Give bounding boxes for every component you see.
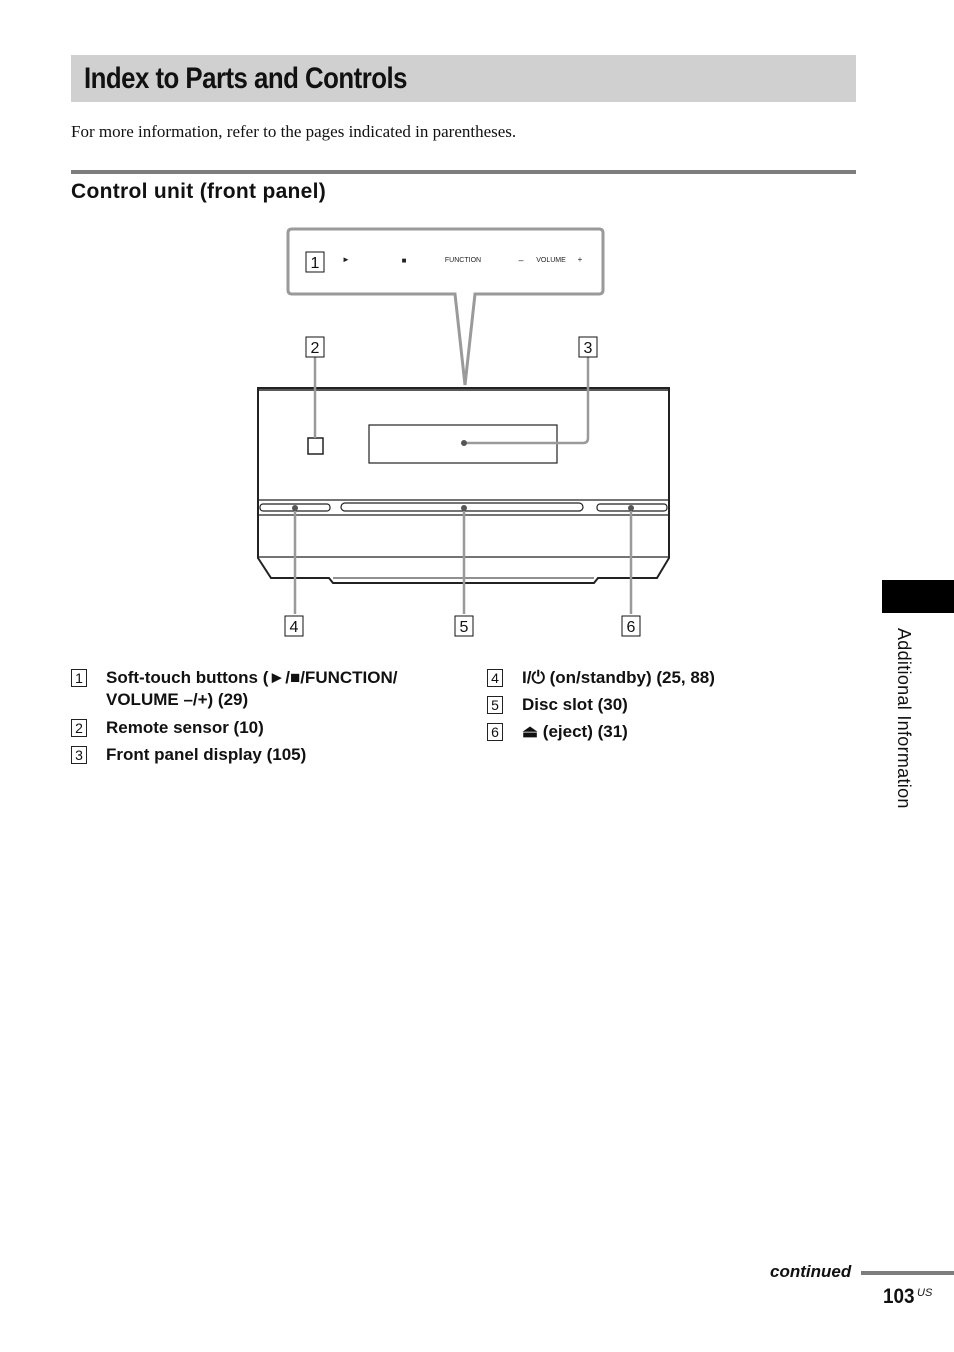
minus-label: – bbox=[518, 255, 524, 265]
soft-touch-callout-outline bbox=[288, 229, 603, 385]
stop-label: ■ bbox=[401, 256, 407, 265]
plus-label: + bbox=[577, 255, 583, 264]
legend-text-2: Remote sensor (10) bbox=[106, 718, 264, 737]
legend-number-1: 1 bbox=[71, 669, 87, 687]
callout-number-4: 4 bbox=[289, 619, 299, 636]
page-title: Index to Parts and Controls bbox=[84, 62, 407, 95]
leader-dot-4 bbox=[292, 505, 298, 511]
page-number: 103 bbox=[883, 1285, 915, 1308]
play-label: ► bbox=[342, 255, 350, 264]
callout-number-5: 5 bbox=[459, 619, 469, 636]
callout-number-1: 1 bbox=[310, 255, 320, 272]
leader-lines bbox=[295, 357, 631, 614]
volume-label: VOLUME bbox=[536, 257, 566, 264]
legend-text-5: Disc slot (30) bbox=[522, 695, 628, 714]
continued-rule bbox=[861, 1271, 954, 1275]
legend-text-4: I/⏻ (on/standby) (25, 88) bbox=[522, 668, 715, 687]
front-panel-diagram bbox=[0, 0, 954, 660]
leader-dot-6 bbox=[628, 505, 634, 511]
function-label: FUNCTION bbox=[444, 257, 482, 264]
leader-3 bbox=[464, 357, 588, 443]
legend-text-3: Front panel display (105) bbox=[106, 745, 307, 764]
leader-dot-5 bbox=[461, 505, 467, 511]
section-heading: Control unit (front panel) bbox=[71, 180, 327, 203]
continued-label: continued bbox=[770, 1262, 852, 1281]
legend-number-4: 4 bbox=[487, 669, 503, 687]
legend-text-1-cont: VOLUME –/+) (29) bbox=[106, 690, 249, 709]
callout-number-3: 3 bbox=[583, 340, 593, 357]
legend-number-3: 3 bbox=[71, 746, 87, 764]
side-section-label bbox=[893, 628, 915, 848]
leader-dot-3 bbox=[461, 440, 467, 446]
side-section-text: Additional Information bbox=[894, 628, 914, 809]
callout-number-6: 6 bbox=[626, 619, 636, 636]
legend-text-6: ⏏ (eject) (31) bbox=[522, 722, 628, 741]
legend-text-1: Soft-touch buttons (►/■/FUNCTION/ bbox=[106, 668, 398, 687]
page-number-suffix: US bbox=[917, 1287, 933, 1299]
legend-number-5: 5 bbox=[487, 696, 503, 714]
legend-number-2: 2 bbox=[71, 719, 87, 737]
remote-sensor-shape bbox=[308, 438, 323, 454]
legend-number-6: 6 bbox=[487, 723, 503, 741]
callout-number-2: 2 bbox=[310, 340, 320, 357]
intro-text: For more information, refer to the pages indicated in parentheses. bbox=[71, 122, 517, 141]
section-thumb-tab bbox=[882, 580, 954, 613]
